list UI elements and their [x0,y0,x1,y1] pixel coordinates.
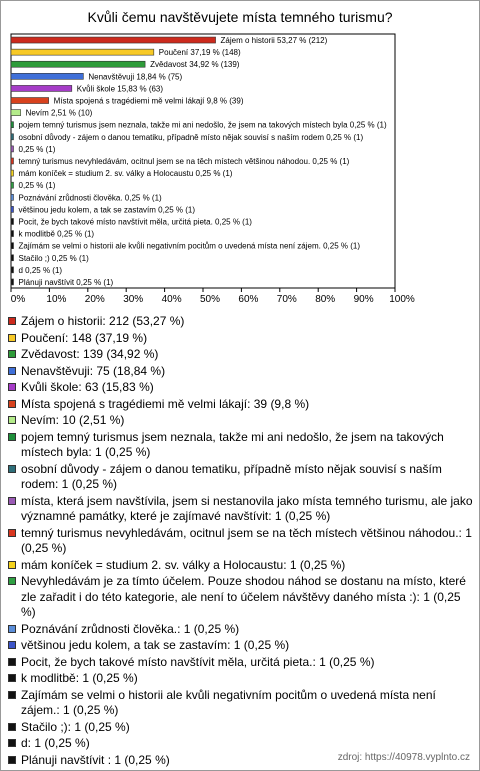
legend-item [8,526,474,557]
legend-item [8,622,474,638]
bar-label-3: Zvědavost 34,92 % (139) [150,60,240,70]
legend-item [8,558,474,574]
bar-label-21: Plánuji navštívit 0,25 % (1) [18,277,114,287]
legend-swatch [8,433,16,441]
bar-4 [11,73,83,79]
x-tick-label-10: 100% [389,294,415,305]
legend-label: temný turismus nevyhledávám, ocitnul jsem se na těch místech většinou náhodou.: 1 (0,25 %) [21,525,472,555]
legend-label: Poučení: 148 (37,19 %) [21,330,148,345]
bar-label-7: Nevím 2,51 % (10) [25,108,93,118]
legend-swatch [8,658,16,666]
legend-label: pojem temný turismus jsem neznala, takže mi ani nedošlo, že jsem na takových místech byla: 1 (0,25 %) [21,429,444,459]
x-tick-label-2: 20% [84,294,105,305]
bar-label-11: temný turismus nevyhledávám, ocitnul jsem se na těch místech většinou náhodou. 0,25 % (1) [18,157,350,166]
bar-label-8: pojem temný turismus jsem neznala, takže mi ani nedošlo, že jsem na takových místech byla 0,25 % (1) [18,120,387,130]
bar-5 [11,85,72,91]
legend-item [8,413,474,429]
bar-15 [11,206,14,212]
legend-item [8,347,474,363]
legend-swatch [8,641,16,649]
bar-label-6: Místa spojená s tragédiemi mě velmi lákají 9,8 % (39) [53,96,244,106]
legend-item [8,380,474,396]
bar-label-13: 0,25 % (1) [18,181,56,191]
x-tick-label-5: 50% [199,294,221,305]
bar-label-18: Zajímám se velmi o historii ale kvůli negativním pocitům o uvedená místa není zájem. 0,25 % (1) [18,241,360,251]
x-tick-label-6: 60% [238,294,259,305]
bar-13 [11,182,14,188]
legend-label: mám koníček = studium 2. sv. války a Holocaustu: 1 (0,25 %) [21,557,346,572]
bar-11 [11,158,14,164]
legend-label: Kvůli škole: 63 (15,83 %) [21,380,154,394]
bar-label-14: Poznávání zrůdnosti člověka. 0,25 % (1) [18,193,162,203]
x-tick-label-9: 90% [353,294,374,305]
legend-item [8,314,474,330]
legend-label: místa, která jsem navštívila, jsem si nestanovila jako místa temného turismu, ale jako významné památky, které je zajímavé navštívit: 1 (0,25 %) [21,493,473,523]
legend-label: k modlitbě: 1 (0,25 %) [21,671,138,685]
bar-label-4: Nenavštěvuji 18,84 % (75) [88,72,183,82]
bar-label-15: většinou jedu kolem, a tak se zastavím 0,25 % (1) [18,205,196,215]
legend-label: Nevyhledávám je za tímto účelem. Pouze shodou náhod se dostanu na místo, které zle zařadit i do této kategorie, ale není to účelem návštěvy daného místa :): 1 (0,25 %) [21,574,466,619]
legend-item [8,430,474,461]
legend-swatch [8,691,16,699]
legend-swatch [8,350,16,358]
x-tick-label-7: 70% [276,294,297,305]
source-link[interactable]: zdroj: https://40978.vyplnto.cz [337,752,470,763]
legend-swatch [8,367,16,375]
legend-swatch [8,674,16,682]
legend-label: Poznávání zrůdnosti člověka.: 1 (0,25 %) [21,621,240,636]
legend-item [8,364,474,380]
x-tick-label-4: 40% [161,294,182,305]
legend-swatch [8,739,16,747]
legend-item [8,688,474,719]
bar-label-16: Pocit, že bych takové místo navštívit měla, určitá pieta. 0,25 % (1) [18,217,252,227]
bar-9 [11,134,14,140]
x-tick-label-8: 80% [315,294,336,305]
chart-title: Kvůli čemu navštěvujete místa temného turismu? [87,9,393,25]
legend-item [8,494,474,525]
legend-label: Plánuji navštívit : 1 (0,25 %) [21,752,170,767]
legend-item [8,397,474,413]
bar-6 [11,98,49,104]
bar-label-9: osobní důvody - zájem o danou tematiku, případně místo nějak souvisí s naším rodem 0,25 % (1) [18,132,364,142]
legend-swatch [8,383,16,391]
legend-swatch [8,317,16,325]
legend-label: Nenavštěvuji: 75 (18,84 %) [21,363,166,378]
legend-item [8,331,474,347]
bar-label-19: Stačilo ;) 0,25 % (1) [18,253,89,263]
bar-16 [11,218,14,224]
legend-item [8,671,474,687]
legend-label: Pocit, že bych takové místo navštívit měla, určitá pieta.: 1 (0,25 %) [21,654,375,669]
bar-label-17: k modlitbě 0,25 % (1) [18,229,95,239]
bar-18 [11,243,14,249]
bar-label-2: Poučení 37,19 % (148) [158,48,241,58]
bar-label-12: mám koníček = studium 2. sv. války a Holocaustu 0,25 % (1) [18,169,233,179]
legend-swatch [8,529,16,537]
legend-label: Místa spojená s tragédiemi mě velmi lákají: 39 (9,8 %) [21,396,310,411]
legend-label: Stačilo ;): 1 (0,25 %) [21,719,130,734]
legend-item [8,462,474,493]
legend-swatch [8,497,16,505]
bar-10 [11,146,14,152]
legend-label: Zajímám se velmi o historii ale kvůli negativním pocitům o uvedená místa není zájem.: 1 (0,25 %) [21,687,436,717]
bar-12 [11,170,14,176]
bar-label-1: Zájem o historii 53,27 % (212) [220,36,328,46]
bar-17 [11,231,14,237]
bar-21 [11,279,14,285]
legend-label: Zájem o historii: 212 (53,27 %) [21,314,185,328]
chart-legend [8,314,474,769]
legend-swatch [8,756,16,764]
legend-label: Nevím: 10 (2,51 %) [21,413,125,427]
legend-swatch [8,400,16,408]
bar-label-20: d 0,25 % (1) [18,265,63,275]
legend-swatch [8,465,16,473]
legend-label: osobní důvody - zájem o danou tematiku, případně místo nějak souvisí s naším rodem: 1 (0,25 %) [21,461,442,491]
legend-swatch [8,625,16,633]
legend-swatch [8,577,16,585]
bar-7 [11,110,21,116]
legend-item [8,574,474,621]
x-tick-label-1: 10% [46,294,67,305]
legend-item [8,655,474,671]
bar-14 [11,194,14,200]
legend-item [8,720,474,736]
legend-swatch [8,334,16,342]
legend-label: Zvědavost: 139 (34,92 %) [21,347,159,361]
bar-20 [11,267,14,273]
bar-3 [11,61,145,67]
x-tick-label-3: 30% [123,294,144,305]
legend-label: d: 1 (0,25 %) [21,736,90,750]
bar-8 [11,122,14,128]
bar-1 [11,37,216,43]
legend-label: většinou jedu kolem, a tak se zastavím: 1 (0,25 %) [21,638,290,652]
legend-swatch [8,416,16,424]
legend-swatch [8,723,16,731]
bar-label-5: Kvůli škole 15,83 % (63) [76,84,164,94]
bar-label-10: 0,25 % (1) [18,144,56,154]
legend-swatch [8,561,16,569]
bar-19 [11,255,14,261]
legend-item [8,638,474,654]
bar-chart [0,0,480,312]
legend-item [8,736,474,752]
bar-2 [11,49,154,55]
x-tick-label-0: 0% [10,294,26,305]
